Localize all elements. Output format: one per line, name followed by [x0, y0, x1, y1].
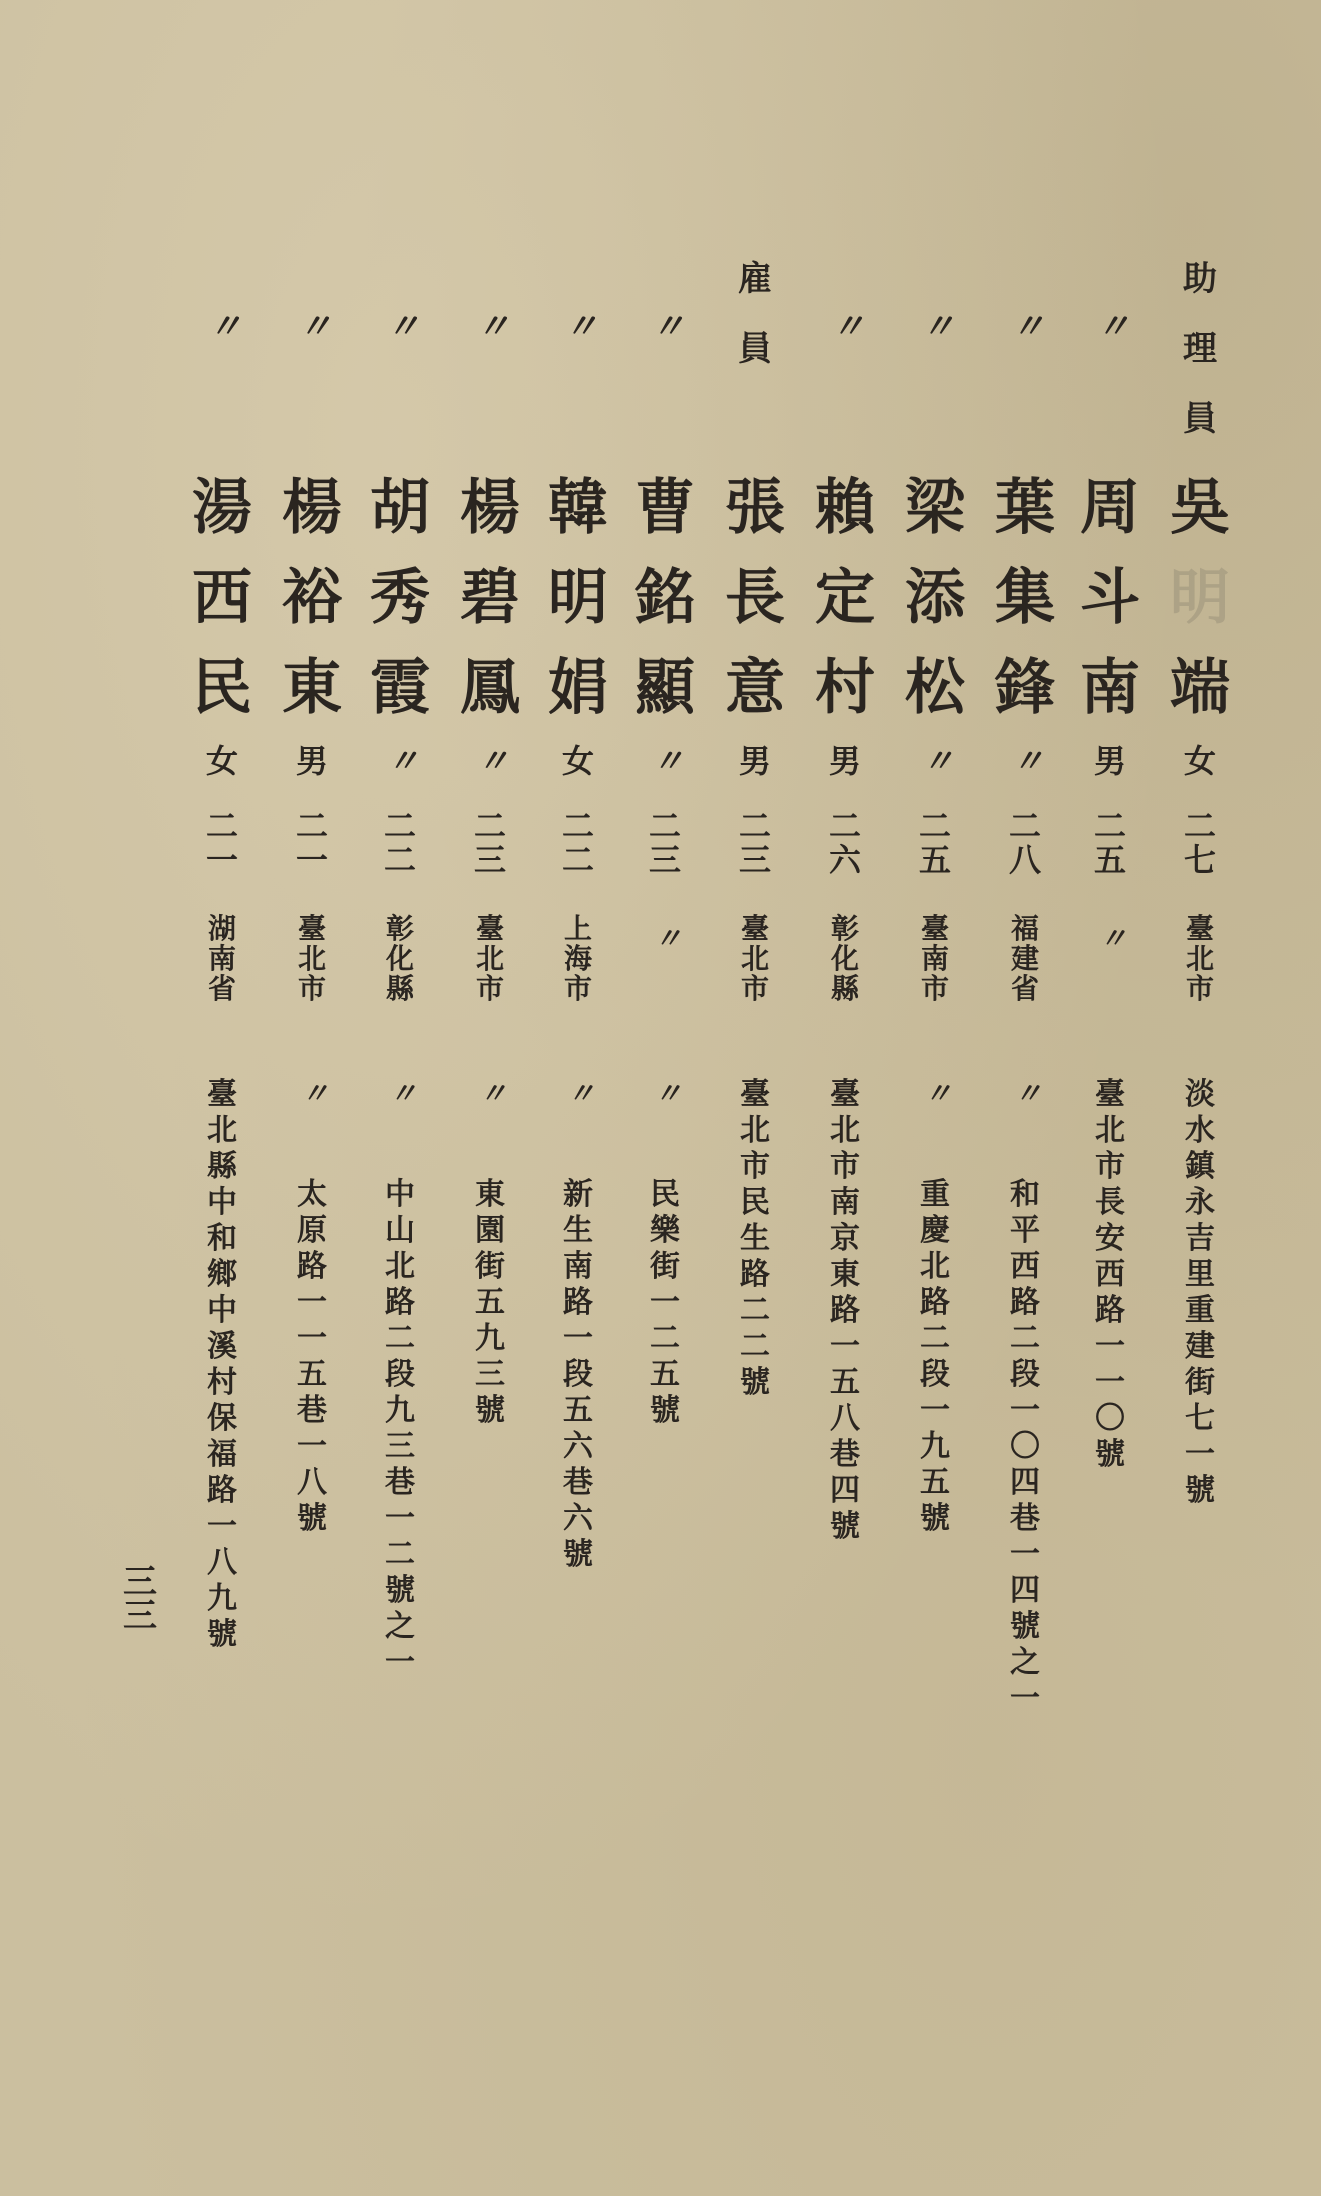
title-cell: 〃 [564, 307, 592, 347]
native-place-cell: 彰 化 縣 [830, 912, 859, 1005]
age-cell: 二 一 [295, 807, 328, 879]
name-cell: 曹 銘 顯 [635, 473, 695, 723]
title-cell: 雇 員 [738, 259, 772, 369]
age-cell: 二 八 [1008, 807, 1041, 879]
sex-cell: 〃 [921, 742, 948, 780]
title-cell: 〃 [831, 307, 859, 347]
address-ditto: 〃 [478, 1077, 501, 1110]
native-place-cell: 〃 [1098, 922, 1121, 955]
title-cell: 〃 [208, 307, 236, 347]
age-cell: 二 二 [383, 807, 416, 879]
native-place-cell: 湖 南 省 [207, 912, 236, 1005]
address-cell: 太 原 路 一 一 五 巷 一 八 號 [297, 1177, 327, 1536]
native-place-cell: 福 建 省 [1010, 912, 1039, 1005]
name-cell: 胡 秀 霞 [370, 473, 430, 723]
title-cell: 〃 [476, 307, 504, 347]
native-place-cell: 彰 化 縣 [385, 912, 414, 1005]
address-cell: 新 生 南 路 一 段 五 六 巷 六 號 [563, 1177, 593, 1572]
sex-cell: 男 [295, 742, 328, 780]
age-cell: 二 五 [918, 807, 951, 879]
sex-cell: 女 [205, 742, 238, 780]
age-cell: 二 六 [828, 807, 861, 879]
sex-cell: 〃 [386, 742, 413, 780]
native-place-cell: 臺 北 市 [297, 912, 326, 1005]
sex-cell: 〃 [476, 742, 503, 780]
name-cell: 楊 碧 鳳 [460, 473, 520, 723]
native-place-cell: 上 海 市 [563, 912, 592, 1005]
sex-cell: 〃 [1011, 742, 1038, 780]
address-ditto: 〃 [923, 1077, 946, 1110]
address-cell: 重 慶 北 路 二 段 一 九 五 號 [920, 1177, 950, 1536]
name-cell: 吳 明 端 [1170, 473, 1230, 723]
name-cell: 葉 集 鋒 [995, 473, 1055, 723]
sex-cell: 男 [738, 742, 771, 780]
address-cell: 民 樂 街 一 二 五 號 [650, 1177, 680, 1428]
address-cell: 淡 水 鎮 永 吉 里 重 建 街 七 一 號 [1185, 1077, 1215, 1508]
age-cell: 二 三 [648, 807, 681, 879]
age-cell: 二 三 [473, 807, 506, 879]
native-place-cell: 〃 [653, 922, 676, 955]
native-place-cell: 臺 北 市 [475, 912, 504, 1005]
title-cell: 〃 [921, 307, 949, 347]
name-cell: 張 長 意 [725, 473, 785, 723]
address-ditto: 〃 [300, 1077, 323, 1110]
address-ditto: 〃 [653, 1077, 676, 1110]
name-cell: 湯 西 民 [192, 473, 252, 723]
sex-cell: 〃 [651, 742, 678, 780]
address-cell: 臺 北 市 民 生 路 二 二 號 [740, 1077, 770, 1400]
name-cell: 周 斗 南 [1080, 473, 1140, 723]
name-cell: 梁 添 松 [905, 473, 965, 723]
age-cell: 二 一 [205, 807, 238, 879]
native-place-cell: 臺 南 市 [920, 912, 949, 1005]
name-cell: 楊 裕 東 [282, 473, 342, 723]
age-cell: 二 三 [738, 807, 771, 879]
age-cell: 二 二 [561, 807, 594, 879]
name-cell: 賴 定 村 [815, 473, 875, 723]
age-cell: 二 五 [1093, 807, 1126, 879]
address-cell: 東 園 街 五 九 三 號 [475, 1177, 505, 1428]
address-ditto: 〃 [388, 1077, 411, 1110]
sex-cell: 女 [1183, 742, 1216, 780]
title-cell: 〃 [298, 307, 326, 347]
address-cell: 臺 北 縣 中 和 鄉 中 溪 村 保 福 路 一 八 九 號 [207, 1077, 237, 1652]
page-number: 三 三 [123, 1562, 157, 1636]
name-cell: 韓 明 娟 [548, 473, 608, 723]
sex-cell: 男 [828, 742, 861, 780]
title-cell: 〃 [1011, 307, 1039, 347]
address-ditto: 〃 [566, 1077, 589, 1110]
native-place-cell: 臺 北 市 [1185, 912, 1214, 1005]
sex-cell: 男 [1093, 742, 1126, 780]
title-cell: 〃 [1096, 307, 1124, 347]
native-place-cell: 臺 北 市 [740, 912, 769, 1005]
address-cell: 臺 北 市 長 安 西 路 一 一 〇 號 [1095, 1077, 1125, 1472]
title-cell: 〃 [651, 307, 679, 347]
address-cell: 和 平 西 路 二 段 一 〇 四 巷 一 四 號 之 一 [1010, 1177, 1040, 1716]
sex-cell: 女 [561, 742, 594, 780]
address-cell: 中 山 北 路 二 段 九 三 巷 一 二 號 之 一 [385, 1177, 415, 1680]
title-cell: 助 理 員 [1183, 259, 1217, 439]
address-ditto: 〃 [1013, 1077, 1036, 1110]
address-cell: 臺 北 市 南 京 東 路 一 五 八 巷 四 號 [830, 1077, 860, 1544]
title-cell: 〃 [386, 307, 414, 347]
age-cell: 二 七 [1183, 807, 1216, 879]
